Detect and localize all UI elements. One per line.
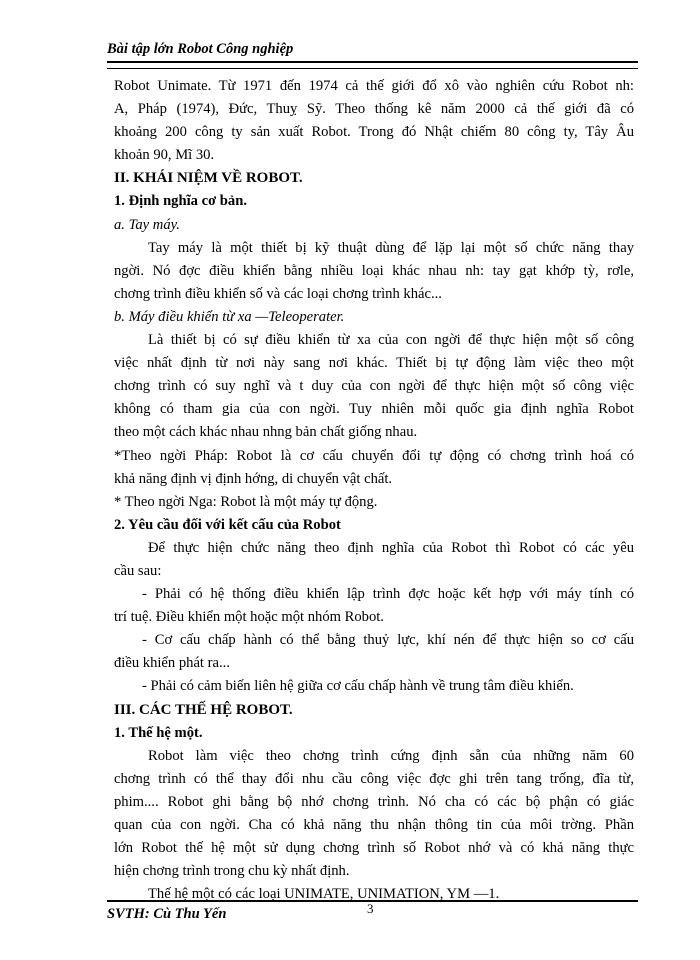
section-heading: II. KHÁI NIỆM VỀ ROBOT. — [114, 170, 303, 187]
text-line: ngời. Nó đợc điều khiển bằng nhiều loại khác nhau nh: tay gạt khớp tỳ, rơle, — [114, 262, 634, 279]
text-line: khoản 90, Mĩ 30. — [114, 147, 215, 164]
text-line: Để thực hiện chức năng theo định nghĩa của Robot thì Robot có các yêu — [148, 539, 634, 556]
text-line: hiện chơng trình trong chu kỳ nhất định. — [114, 863, 350, 880]
text-line: Tay máy là một thiết bị kỹ thuật dùng để lặp lại một số chức năng thay — [148, 239, 634, 256]
text-line: điều khiển phát ra... — [114, 655, 230, 672]
text-line: khả năng định vị định hớng, di chuyển vật chất. — [114, 470, 393, 487]
footer-author: SVTH: Cù Thu Yến — [107, 906, 227, 922]
section-heading: 1. Thế hệ một. — [114, 724, 203, 741]
text-line: Là thiết bị có sự điều khiển từ xa của con ngời để thực hiện một số công — [148, 332, 634, 349]
text-line: quan của con ngời. Cha có khả năng thu nhận thông tin của môi trờng. Phần — [114, 817, 634, 833]
text-line: Thế hệ một có các loại UNIMATE, UNIMATION, YM —1. — [148, 886, 500, 903]
page-header — [107, 40, 638, 58]
header-title: Bài tập lớn Robot Công nghiệp — [107, 41, 294, 57]
text-line: theo một cách khác nhau nhng bản chất giống nhau. — [114, 424, 418, 441]
section-heading: b. Máy điều khiển từ xa —Teleoperater. — [114, 308, 345, 325]
text-line: trí tuệ. Điều khiển một hoặc một nhóm Robot. — [114, 609, 384, 626]
text-line: chơng trình có suy nghĩ và t duy của con ngời để thực hiện một số công việc — [114, 378, 634, 395]
section-heading: 1. Định nghĩa cơ bản. — [114, 193, 247, 210]
text-line: chơng trình có thể thay đổi nhu cầu công việc đợc ghi trên tang trống, đĩa từ, — [114, 770, 634, 787]
text-line: Robot làm việc theo chơng trình cứng định sẵn của những năm 60 — [148, 747, 634, 764]
text-line: - Cơ cấu chấp hành có thể bằng thuỷ lực, khí nén để thực hiện so cơ cấu — [142, 632, 634, 649]
text-line: * Theo ngời Nga: Robot là một máy tự động. — [114, 493, 378, 510]
page-number: 3 — [367, 901, 374, 916]
text-line: việc nhất định từ nơi này sang nơi khác. Thiết bị tự động làm việc theo một — [114, 355, 634, 372]
text-line: phim.... Robot ghi bằng bộ nhớ chơng trình. Nó cha có các bộ phận có giác — [114, 793, 634, 810]
header-rule — [107, 61, 638, 69]
text-line: Robot Unimate. Từ 1971 đến 1974 cả thế giới đổ xô vào nghiên cứu Robot nh: — [114, 78, 634, 94]
text-line: - Phải có hệ thống điều khiển lập trình đợc hoặc kết hợp với máy tính có — [142, 586, 634, 603]
section-heading: a. Tay máy. — [114, 216, 180, 233]
section-heading: III. CÁC THẾ HỆ ROBOT. — [114, 701, 293, 718]
text-line: chơng trình điều khiển số và các loại chơng trình khác... — [114, 285, 442, 302]
section-heading: 2. Yêu cầu đối với kết cấu của Robot — [114, 516, 341, 533]
text-line: khoảng 200 công ty sản xuất Robot. Trong đó Nhật chiếm 80 công ty, Tây Âu — [114, 124, 634, 141]
text-line: cầu sau: — [114, 562, 162, 579]
text-line: lớn Robot thế hệ một sử dụng chơng trình số Robot nhớ và có khả năng thực — [114, 840, 634, 857]
text-line: A, Pháp (1974), Đức, Thuỵ Sỹ. Theo thống kê năm 2000 cả thế giới đã có — [114, 101, 634, 118]
document-body — [114, 75, 634, 906]
text-line: không có tham gia của con ngời. Tuy nhiên mỗi quốc gia định nghĩa Robot — [114, 401, 634, 418]
text-line: - Phải có cảm biến liên hệ giữa cơ cấu chấp hành về trung tâm điều khiển. — [142, 678, 574, 695]
text-line: *Theo ngời Pháp: Robot là cơ cấu chuyển đổi tự động có chơng trình hoá có — [114, 447, 634, 464]
